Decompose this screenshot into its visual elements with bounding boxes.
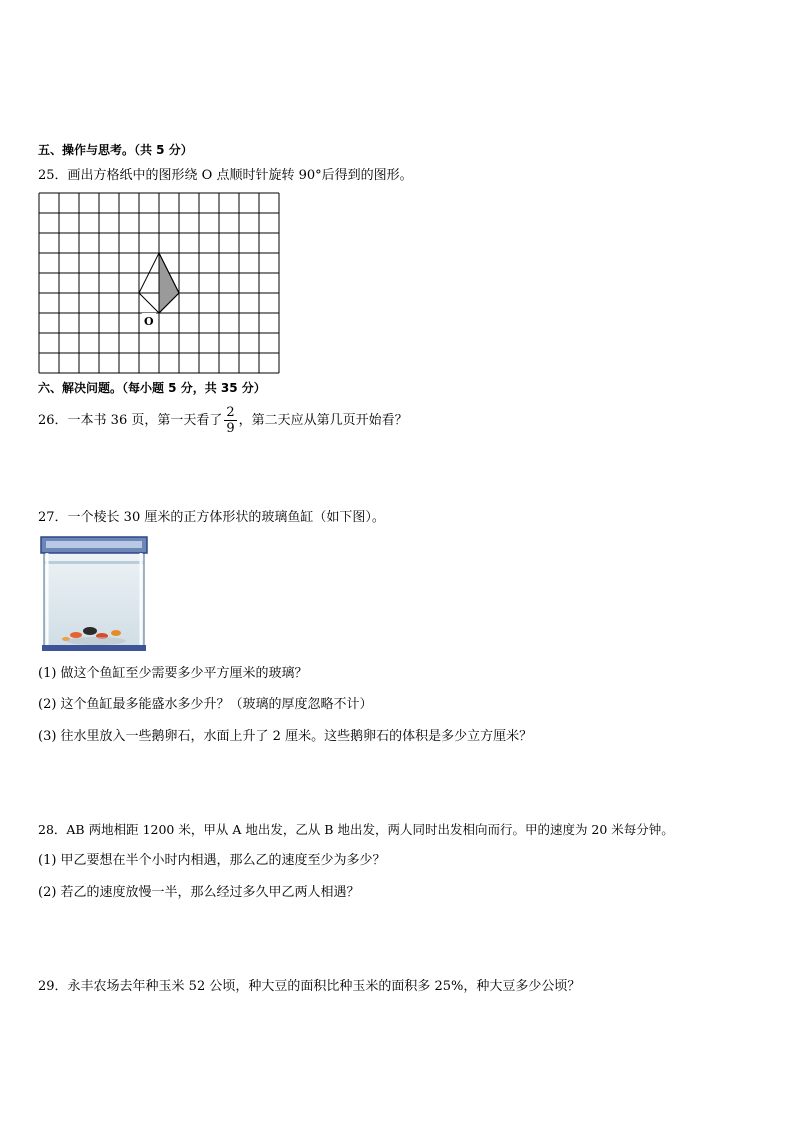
question-27: 27．一个棱长 30 厘米的正方体形状的玻璃鱼缸（如下图）。 <box>38 510 385 525</box>
question-27-part-2: (2) 这个鱼缸最多能盛水多少升？（玻璃的厚度忽略不计） <box>38 697 373 712</box>
question-29: 29．永丰农场去年种玉米 52 公顷，种大豆的面积比种玉米的面积多 25%，种大豆多少公顷？ <box>38 979 581 994</box>
fraction-denominator: 9 <box>226 421 235 436</box>
question-28-part-1: (1) 甲乙要想在半个小时内相遇，那么乙的速度至少为多少？ <box>38 853 386 868</box>
section5-heading: 五、操作与思考。（共 5 分） <box>38 143 193 157</box>
question-25: 25．画出方格纸中的图形绕 O 点顺时针旋转 90°后得到的图形。 <box>38 168 413 183</box>
fish-tank-image <box>38 535 150 653</box>
question-28-part-2: (2) 若乙的速度放慢一半，那么经过多久甲乙两人相遇？ <box>38 885 360 900</box>
question-28: 28．AB 两地相距 1200 米，甲从 A 地出发，乙从 B 地出发，两人同时出发相向而行。甲的速度为 20 米每分钟。 <box>38 822 674 837</box>
section6-heading: 六、解决问题。（每小题 5 分，共 35 分） <box>38 381 266 395</box>
question-27-part-1: (1) 做这个鱼缸至少需要多少平方厘米的玻璃？ <box>38 666 308 681</box>
question-26-text-before: 26．一本书 36 页，第一天看了 <box>38 413 223 428</box>
fraction-2-9 <box>224 405 236 436</box>
fraction-numerator: 2 <box>226 405 235 420</box>
grid-figure <box>38 192 282 376</box>
origin-label: O <box>144 315 154 328</box>
question-26 <box>38 404 408 438</box>
question-27-part-3: (3) 往水里放入一些鹅卵石，水面上升了 2 厘米。这些鹅卵石的体积是多少立方厘米？ <box>38 729 533 744</box>
question-26-text-after: ，第二天应从第几页开始看？ <box>238 413 408 428</box>
shaded-triangle <box>159 253 179 313</box>
